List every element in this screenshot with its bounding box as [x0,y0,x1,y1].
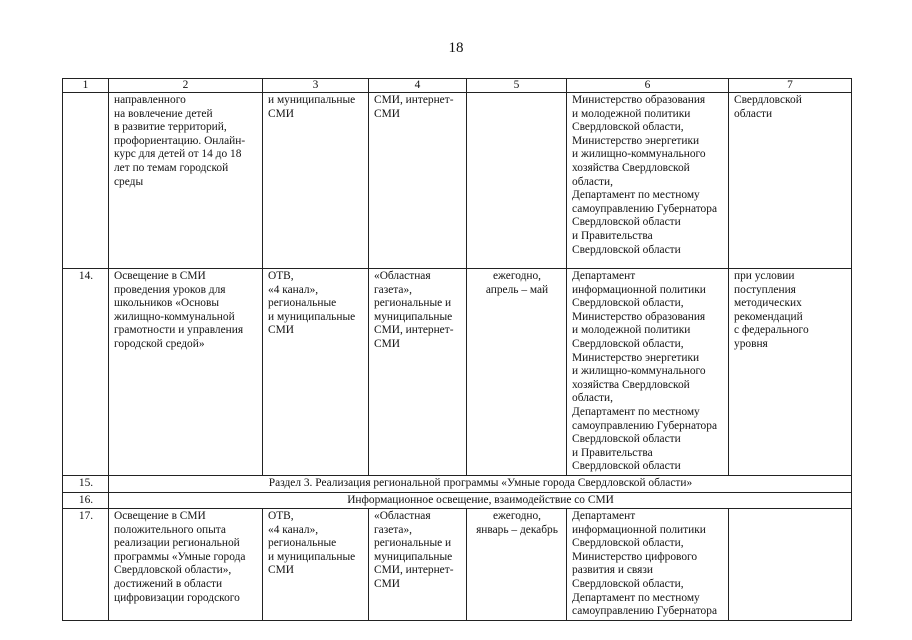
channels-cell: СМИ, интернет- СМИ [369,93,467,269]
row-number-cell: 17. [63,509,109,621]
channels-cell: «Областная газета», региональные и муниципальные СМИ, интернет- СМИ [369,269,467,476]
executors-cell: Департамент информационной политики Свердловской области, Министерство цифрового развития и связи Свердловской области, Департамент по местному самоуправлению Губернатора [567,509,729,621]
column-header-7: 7 [729,79,852,93]
subsection-title-cell: Информационное освещение, взаимодействие со СМИ [109,492,852,509]
event-cell: направленного на вовлечение детей в развитие территорий, профориентацию. Онлайн- курс для детей от 14 до 18 лет по темам городской среды [109,93,263,269]
column-header-1: 1 [63,79,109,93]
note-cell: Свердловской области [729,93,852,269]
timing-cell: ежегодно, апрель – май [467,269,567,476]
column-header-3: 3 [263,79,369,93]
table-row-15 [63,475,852,492]
executors-cell: Департамент информационной политики Свердловской области, Министерство образования и молодежной политики Свердловской области, Министерство энергетики и жилищно-коммунального хозяйства Свердловской области, Департамент по местному самоуправлению Губернатора Свердловской области и Правительства Свердловской области [567,269,729,476]
note-cell: при условии поступления методических рекомендаций с федерального уровня [729,269,852,476]
plan-table [62,78,852,621]
row-number-cell: 15. [63,475,109,492]
event-cell: Освещение в СМИ положительного опыта реализации региональной программы «Умные города Свердловской области», достижений в области цифровизации городского [109,509,263,621]
channels-cell: «Областная газета», региональные и муниципальные СМИ, интернет- СМИ [369,509,467,621]
column-header-5: 5 [467,79,567,93]
page-number: 18 [448,40,464,56]
event-cell: Освещение в СМИ проведения уроков для школьников «Основы жилищно-коммунальной грамотности и управления городской средой» [109,269,263,476]
table-row-17 [63,509,852,621]
media-cell: ОТВ, «4 канал», региональные и муниципальные СМИ [263,269,369,476]
header-row [63,79,852,93]
timing-cell: ежегодно, январь – декабрь [467,509,567,621]
row-number-cell [63,93,109,269]
column-header-6: 6 [567,79,729,93]
column-header-4: 4 [369,79,467,93]
executors-cell: Министерство образования и молодежной политики Свердловской области, Министерство энергетики и жилищно-коммунального хозяйства Свердловской области, Департамент по местному самоуправлению Губернатора Свердловской области и Правительства Свердловской области [567,93,729,269]
table-row-continuation [63,93,852,269]
section-title-cell: Раздел 3. Реализация региональной программы «Умные города Свердловской области» [109,475,852,492]
media-cell: и муниципальные СМИ [263,93,369,269]
table-row-14 [63,269,852,476]
note-cell [729,509,852,621]
timing-cell [467,93,567,269]
row-number-cell: 14. [63,269,109,476]
media-cell: ОТВ, «4 канал», региональные и муниципальные СМИ [263,509,369,621]
row-number-cell: 16. [63,492,109,509]
column-header-2: 2 [109,79,263,93]
table-row-16 [63,492,852,509]
